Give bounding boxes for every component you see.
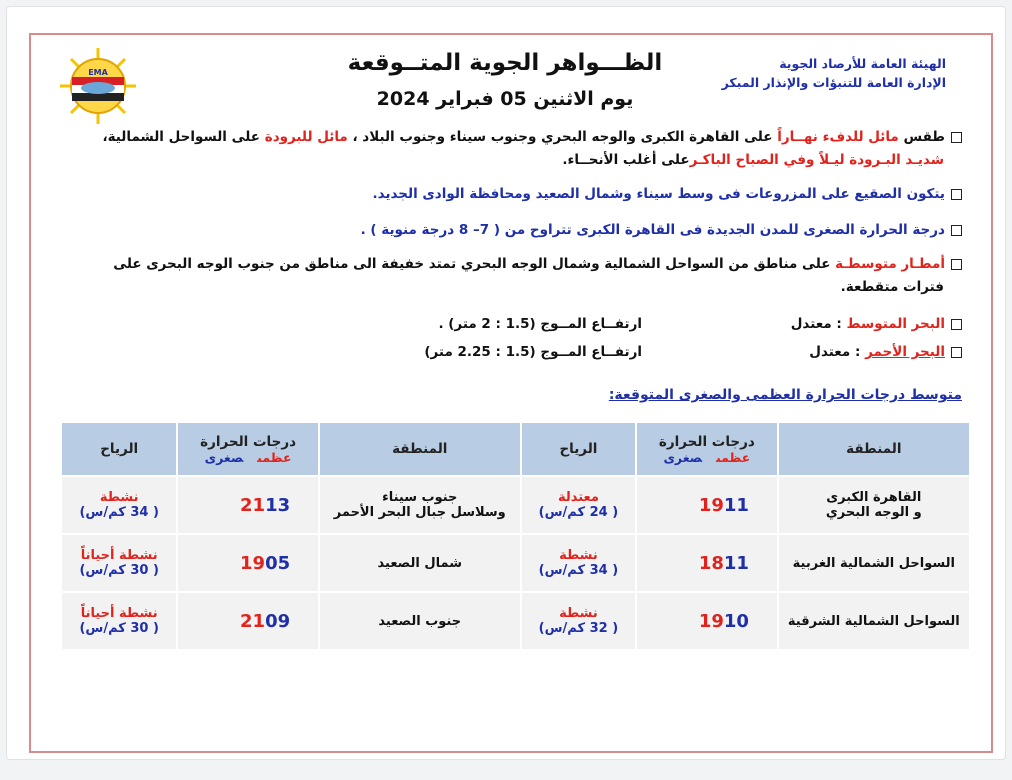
org-line-2: الإدارة العامة للتنبؤات والإنذار المبكر	[721, 75, 946, 90]
temp-cell	[177, 592, 318, 650]
ema-logo	[58, 46, 138, 126]
wind-cell: نشطة ( 32 كم/س)	[521, 592, 636, 650]
temp-cell	[636, 534, 777, 592]
sea-mediterranean: البحر المتوسط : معتدل ارتفــاع المــوج (1.5 : 2 متر) .	[362, 316, 962, 338]
col-wind: الرياح	[521, 422, 636, 476]
region-cell: السواحل الشمالية الشرقية	[778, 592, 970, 650]
max-temp: 21	[240, 494, 266, 516]
table-header-row	[61, 422, 970, 476]
bullet-weather: طقس مائل للدفء نهــاراً على القاهرة الكبرى والوجه البحري وجنوب سيناء وجنوب البلاد ، مائل للبرودة على السواحل الشمالية، شديـد البـرودة ليـلاً وفي الصباح الباكـرعلى أغلب الأنحــاء.	[52, 126, 962, 172]
temp-cell	[636, 476, 777, 534]
wind-cell: نشطة ( 34 كم/س)	[521, 534, 636, 592]
region-cell: جنوب الصعيد	[319, 592, 521, 650]
organization-name	[616, 54, 946, 92]
bullet-box-icon	[951, 189, 962, 200]
bullet-new-cities-temp: درجة الحرارة الصغرى للمدن الجديدة فى القاهرة الكبرى تتراوح من ( 7– 8 درجة منوية ) .	[52, 219, 962, 242]
bullet-box-icon	[951, 259, 962, 270]
svg-text:EMA: EMA	[88, 68, 108, 77]
min-temp: 13	[265, 494, 291, 516]
table-row	[61, 476, 970, 534]
forecast-date: يوم الاثنين 05 فبراير 2024	[376, 88, 634, 110]
min-temp: 11	[723, 552, 749, 574]
table-row	[61, 592, 970, 650]
wind-cell: نشطة أحياناً ( 30 كم/س)	[61, 592, 177, 650]
col-temp-2: درجات الحرارة عظمىصغرى	[177, 422, 318, 476]
region-cell: القاهرة الكبرى و الوجه البحري	[778, 476, 970, 534]
col-region-2: المنطقة	[319, 422, 521, 476]
page-title: الظـــواهر الجوية المتــوقعة	[347, 50, 663, 76]
table-row	[61, 534, 970, 592]
table-title: متوسط درجات الحرارة العظمى والصغرى المتوقعة:	[608, 387, 962, 403]
sea-red: البحر الأحمر : معتدل ارتفــاع المــوج (1.5 : 2.25 متر)	[362, 344, 962, 366]
col-temp: درجات الحرارة عظمىصغرى	[636, 422, 777, 476]
region-cell: جنوب سيناء وسلاسل جبال البحر الأحمر	[319, 476, 521, 534]
max-temp: 18	[698, 552, 724, 574]
min-temp: 11	[723, 494, 749, 516]
temp-cell	[636, 592, 777, 650]
wind-cell: نشطة أحياناً ( 30 كم/س)	[61, 534, 177, 592]
bullet-box-icon	[951, 132, 962, 143]
min-temp: 05	[265, 552, 291, 574]
min-temp: 10	[723, 610, 749, 632]
temperature-table	[60, 421, 971, 651]
min-temp: 09	[265, 610, 291, 632]
max-temp: 21	[240, 610, 266, 632]
bullet-rain: أمطـار متوسطـة على مناطق من السواحل الشمالية وشمال الوجه البحري تمتد خفيفة الى مناطق من جنوب الوجه البحرى على فترات متقطعة.	[52, 253, 962, 299]
temp-cell	[177, 476, 318, 534]
max-temp: 19	[240, 552, 266, 574]
temp-cell	[177, 534, 318, 592]
org-line-1: الهيئة العامة للأرصاد الجوية	[779, 56, 946, 71]
wind-cell: معتدلة ( 24 كم/س)	[521, 476, 636, 534]
bullet-box-icon	[951, 347, 962, 358]
region-cell: شمال الصعيد	[319, 534, 521, 592]
bullet-box-icon	[951, 319, 962, 330]
region-cell: السواحل الشمالية الغربية	[778, 534, 970, 592]
max-temp: 19	[698, 494, 724, 516]
col-wind-2: الرياح	[61, 422, 177, 476]
wind-cell: نشطة ( 34 كم/س)	[61, 476, 177, 534]
col-region: المنطقة	[778, 422, 970, 476]
bullet-frost: يتكون الصقيع على المزروعات فى وسط سيناء وشمال الصعيد ومحافظة الوادى الجديد.	[52, 183, 962, 206]
bullet-box-icon	[951, 225, 962, 236]
max-temp: 19	[698, 610, 724, 632]
